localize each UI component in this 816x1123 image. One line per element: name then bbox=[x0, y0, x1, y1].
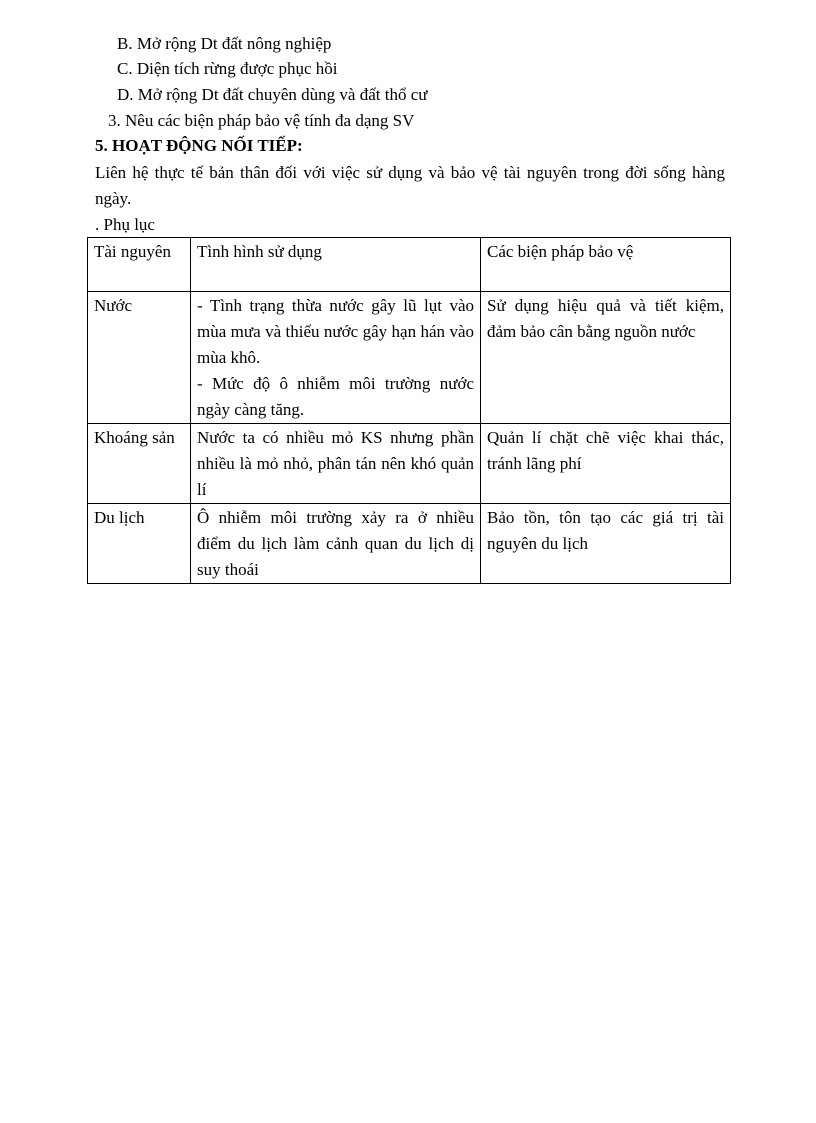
row-resource: Du lịch bbox=[88, 504, 191, 584]
section-5-heading: 5. HOẠT ĐỘNG NỐI TIẾP: bbox=[95, 136, 303, 155]
usage-line: - Tình trạng thừa nước gây lũ lụt vào mùa mưa và thiếu nước gây hạn hán vào mùa khô. bbox=[197, 296, 474, 367]
row-measures: Bảo tồn, tôn tạo các giá trị tài nguyên du lịch bbox=[481, 504, 731, 584]
option-b: B. Mở rộng Dt đất nông nghiệp bbox=[117, 34, 332, 53]
usage-line: - Mức độ ô nhiễm môi trường nước ngày càng tăng. bbox=[197, 374, 474, 419]
row-measures: Sử dụng hiệu quả và tiết kiệm, đảm bảo cân bằng nguồn nước bbox=[481, 292, 731, 424]
option-d: D. Mở rộng Dt đất chuyên dùng và đất thổ cư bbox=[117, 85, 428, 104]
row-usage bbox=[191, 424, 481, 504]
table-row bbox=[88, 424, 731, 504]
option-c: C. Diện tích rừng được phục hồi bbox=[117, 59, 338, 78]
appendix-table bbox=[87, 237, 731, 584]
header-measures: Các biện pháp bảo vệ bbox=[481, 238, 731, 292]
header-usage: Tình hình sử dụng bbox=[191, 238, 481, 292]
question-3: 3. Nêu các biện pháp bảo vệ tính đa dạng SV bbox=[108, 111, 415, 130]
table-header-row bbox=[88, 238, 731, 292]
row-usage bbox=[191, 292, 481, 424]
usage-line: Nước ta có nhiều mỏ KS nhưng phần nhiều là mỏ nhỏ, phân tán nên khó quản lí bbox=[197, 428, 474, 499]
table-row bbox=[88, 292, 731, 424]
usage-line: Ô nhiễm môi trường xảy ra ở nhiều điểm du lịch làm cảnh quan du lịch dị suy thoái bbox=[197, 508, 474, 579]
header-resource: Tài nguyên bbox=[88, 238, 191, 292]
section-5-text: Liên hệ thực tế bản thân đối với việc sử dụng và bảo vệ tài nguyên trong đời sống hàng ngày. bbox=[95, 163, 725, 208]
appendix-label: . Phụ lục bbox=[95, 215, 155, 234]
row-resource: Nước bbox=[88, 292, 191, 424]
table-row bbox=[88, 504, 731, 584]
row-usage bbox=[191, 504, 481, 584]
row-measures: Quản lí chặt chẽ việc khai thác, tránh lãng phí bbox=[481, 424, 731, 504]
row-resource: Khoáng sản bbox=[88, 424, 191, 504]
